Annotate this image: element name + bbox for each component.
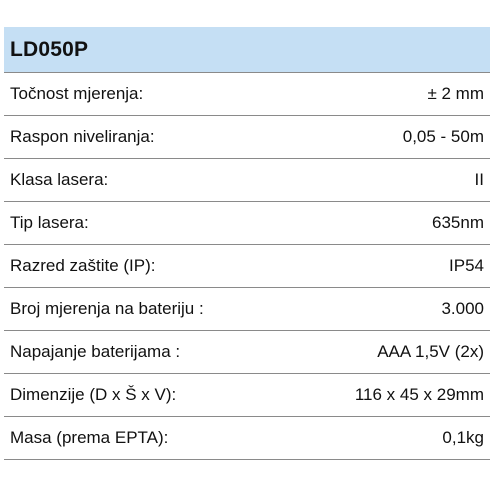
spec-table <box>4 27 490 460</box>
spec-row <box>4 245 490 288</box>
spec-label: Masa (prema EPTA): <box>10 428 169 447</box>
spec-value: 0,1kg <box>442 428 484 447</box>
spec-label: Broj mjerenja na bateriju : <box>10 299 204 318</box>
spec-value: IP54 <box>449 256 484 275</box>
spec-label: Razred zaštite (IP): <box>10 256 156 275</box>
spec-label: Napajanje baterijama : <box>10 342 181 361</box>
spec-row <box>4 202 490 245</box>
spec-value: ± 2 mm <box>427 84 484 103</box>
spec-row <box>4 331 490 374</box>
spec-label: Točnost mjerenja: <box>10 84 144 103</box>
spec-value: 3.000 <box>441 299 484 318</box>
spec-row <box>4 288 490 331</box>
spec-row <box>4 374 490 417</box>
spec-row <box>4 73 490 116</box>
spec-label: Klasa lasera: <box>10 170 109 189</box>
product-title: LD050P <box>10 37 89 61</box>
spec-value: 0,05 - 50m <box>402 127 484 146</box>
spec-value: AAA 1,5V (2x) <box>377 342 484 361</box>
spec-row <box>4 116 490 159</box>
spec-value: II <box>474 170 484 189</box>
spec-value: 635nm <box>432 213 484 232</box>
spec-label: Raspon niveliranja: <box>10 127 155 146</box>
spec-value: 116 x 45 x 29mm <box>354 385 484 404</box>
spec-label: Tip lasera: <box>10 213 89 232</box>
spec-row <box>4 417 490 460</box>
spec-row <box>4 159 490 202</box>
spec-header <box>4 27 490 73</box>
spec-label: Dimenzije (D x Š x V): <box>10 385 177 404</box>
